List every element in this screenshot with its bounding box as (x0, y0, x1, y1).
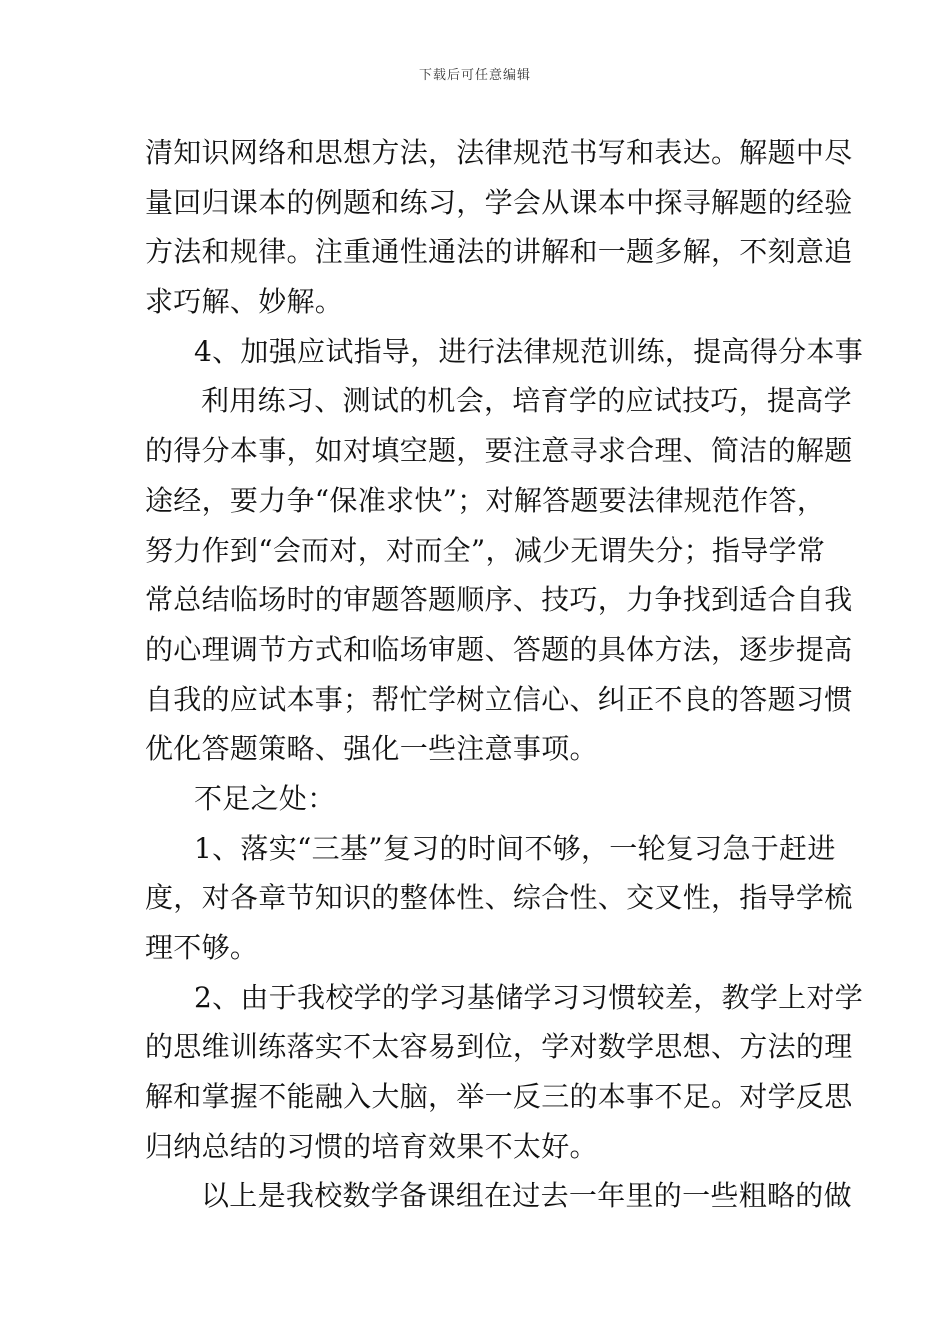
text-line: 理不够。 (145, 931, 259, 964)
text-line: 的心理调节方式和临场审题、答题的具体方法，逐步提高 (145, 632, 853, 666)
text-line: 度，对各章节知识的整体性、综合性、交叉性，指导学梳 (145, 881, 853, 915)
text-line: 途经，要力争“保准求快”；对解答题要法律规范作答， (145, 483, 826, 517)
text-line: 的得分本事，如对填空题，要注意寻求合理、简洁的解题 (145, 434, 853, 468)
text-line: 常总结临场时的审题答题顺序、技巧，力争找到适合自我 (145, 583, 853, 617)
document-body (145, 128, 864, 1221)
text-line: 以上是我校数学备课组在过去一年里的一些粗略的做 (201, 1179, 852, 1213)
text-line: 自我的应试本事；帮忙学树立信心、纠正不良的答题习惯 (145, 682, 853, 716)
text-line: 努力作到“会而对，对而全”，减少无谓失分；指导学常 (145, 533, 826, 567)
text-line: 2、由于我校学的学习基储学习习惯较差，教学上对学 (194, 980, 864, 1014)
text-line: 清知识网络和思想方法，法律规范书写和表达。解题中尽 (145, 136, 853, 169)
text-line: 的思维训练落实不太容易到位，学对数学思想、方法的理 (145, 1030, 853, 1064)
text-line: 归纳总结的习惯的培育效果不太好。 (145, 1129, 598, 1163)
text-line: 量回归课本的例题和练习，学会从课本中探寻解题的经验 (145, 185, 853, 219)
section-heading: 不足之处： (194, 781, 336, 815)
page-header: 下载后可任意编辑 (418, 68, 531, 83)
text-line: 求巧解、妙解。 (145, 285, 344, 319)
section-heading: 4、加强应试指导，进行法律规范训练，提高得分本事 (194, 334, 864, 368)
text-line: 优化答题策略、强化一些注意事项。 (145, 732, 598, 766)
text-line: 解和掌握不能融入大脑，举一反三的本事不足。对学反思 (145, 1080, 853, 1114)
text-line: 利用练习、测试的机会，培育学的应试技巧，提高学 (201, 384, 852, 418)
text-line: 1、落实“三基”复习的时间不够，一轮复习急于赶进 (194, 831, 836, 865)
text-line: 方法和规律。注重通性通法的讲解和一题多解，不刻意追 (145, 235, 853, 269)
